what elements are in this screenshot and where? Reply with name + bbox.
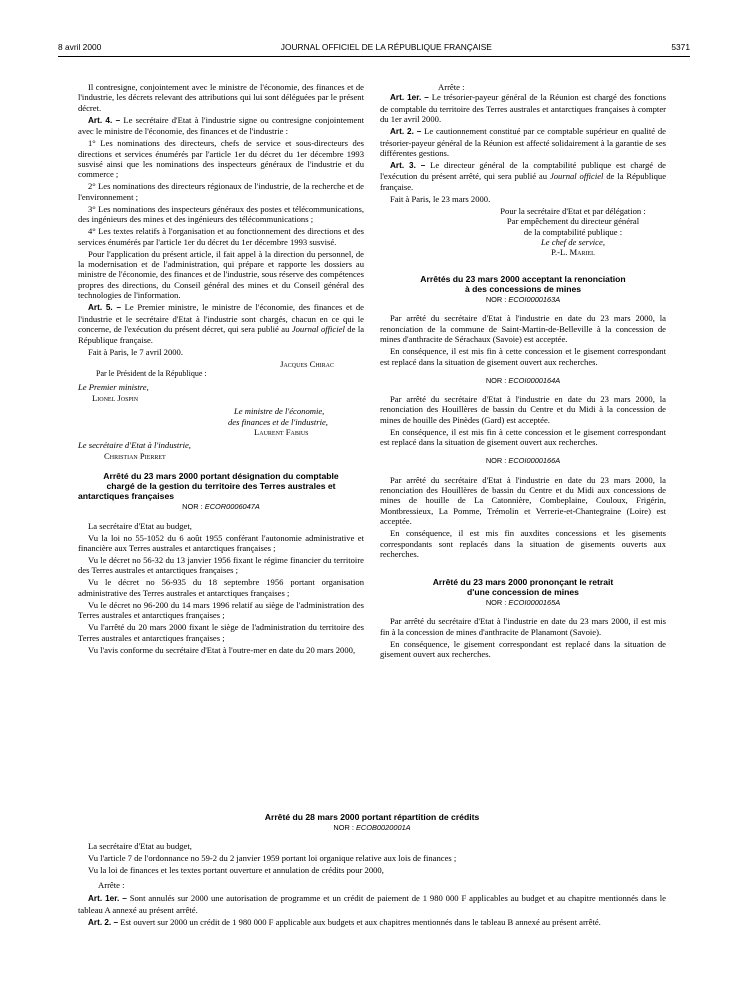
- article-text: Le secrétaire d'Etat à l'industrie signe ou contresigne conjointement avec le ministre de l'économie, des finances et de l'industrie :: [78, 114, 365, 137]
- article-text: Le trésorier-payeur général de la Réunion est chargé des fonctions de comptable du territoire des Terres australes et antarctiques françaises à compter du 1er avril 2000.: [380, 92, 666, 125]
- par-le-president: Par le Président de la République :: [96, 368, 207, 378]
- header-date: 8 avril 2000: [58, 42, 102, 52]
- article-3: [380, 160, 666, 192]
- nor-label: NOR :: [485, 597, 507, 607]
- nor-reference: [380, 598, 666, 608]
- article-5: [78, 302, 364, 345]
- article-text: de la République française.: [78, 324, 365, 345]
- signature-line: Pour la secrétaire d'Etat et par délégation :: [500, 205, 646, 216]
- article-text: Le directeur général de la comptabilité publique est chargé de l'exécution du présent arrêté, qui sera publié au: [380, 160, 666, 182]
- visa-paragraph: Vu la loi de finances et les textes portant ouverture et annulation de crédits pour 2000,: [88, 865, 384, 876]
- nor-id: ECOI0000166A: [508, 456, 561, 466]
- premier-ministre-title: Le Premier ministre,: [78, 382, 149, 393]
- article-label: Art. 1er. –: [390, 93, 429, 103]
- list-item: 4° Les textes relatifs à l'organisation et au fonctionnement des directions et des services énumérés par l'article 1er du décret du 1er décembre 1993 susvisé.: [78, 226, 364, 247]
- left-column: [78, 82, 364, 657]
- nor-reference: [78, 502, 364, 512]
- visa-paragraph: La secrétaire d'Etat au budget,: [88, 520, 192, 531]
- nor-reference: [380, 295, 666, 305]
- nor-reference: [380, 456, 666, 466]
- nor-label: NOR :: [485, 294, 507, 304]
- nor-id: ECOI0000164A: [508, 375, 561, 385]
- signature-title: Le chef de service,: [541, 237, 605, 248]
- article-1: [380, 92, 666, 124]
- visa-paragraph: La secrétaire d'Etat au budget,: [88, 841, 192, 852]
- signature-line: de la comptabilité publique :: [523, 226, 623, 237]
- nor-reference: [380, 376, 666, 386]
- arrete-title-line: Arrêté du 23 mars 2000 portant désignation du comptable: [103, 471, 339, 482]
- section-title-line: d'une concession de mines: [467, 586, 579, 597]
- article-text: Le cautionnement constitué par ce comptable supérieur en qualité de trésorier-payeur général de la Réunion est affecté solidairement à la garantie de ses différentes gestions.: [380, 126, 666, 159]
- header-journal-title: JOURNAL OFFICIEL DE LA RÉPUBLIQUE FRANÇAISE: [280, 42, 492, 52]
- list-item: 1° Les nominations des directeurs, chefs de service et sous-directeurs des directions et services énumérés par l'article 1er du décret du 1er décembre 1993 susvisé ainsi que les nominations des inspecteurs généraux de l'industrie et du commerce ;: [78, 138, 364, 180]
- article-label: Art. 2. –: [88, 917, 119, 927]
- journal-reference: Journal officiel: [549, 171, 604, 182]
- nor-label: NOR :: [485, 375, 507, 385]
- header-page-number: 5371: [671, 42, 690, 52]
- article-label: Art. 1er. –: [88, 894, 127, 904]
- decision-paragraph: En conséquence, il est mis fin à cette concession et le gisement correspondant est replacé dans la situation de gisement ouvert aux recherches.: [380, 346, 666, 367]
- header-rule: [58, 56, 690, 57]
- decision-paragraph: Par arrêté du secrétaire d'Etat à l'industrie en date du 23 mars 2000, la renonciation de la commune de Saint-Martin-de-Belleville à la concession de mines d'anthracite de Sérachaux (Savoie) est acceptée.: [380, 313, 666, 345]
- secretaire-name: Christian Pierret: [104, 450, 166, 461]
- article-text: de la République française.: [380, 171, 667, 192]
- nor-label: NOR :: [182, 502, 203, 512]
- nor-id: ECOR0006047A: [204, 502, 260, 512]
- section-title: Arrêté du 28 mars 2000 portant répartition de crédits: [264, 812, 480, 822]
- journal-reference: Journal officiel: [291, 324, 345, 335]
- article-1: [78, 893, 666, 915]
- nor-id: ECOI0000165A: [508, 597, 561, 607]
- decision-paragraph: Par arrêté du secrétaire d'Etat à l'industrie en date du 23 mars 2000, la renonciation des Houillères de bassin du Centre et du Midi à la concession de mines de houille des Pinèdes (Gard) est acceptée.: [380, 393, 666, 425]
- visa-paragraph: Vu l'arrêté du 20 mars 2000 fixant le siège de l'administration du territoire des Terres australes et antarctiques françaises ;: [78, 622, 364, 643]
- article-text: Est ouvert sur 2000 un crédit de 1 980 000 F applicable aux budgets et aux chapitres mentionnés dans le tableau B annexé au présent arrêté.: [120, 916, 601, 927]
- nor-reference: [78, 823, 666, 833]
- nor-label: NOR :: [333, 823, 354, 832]
- fait-a-paris: Fait à Paris, le 23 mars 2000.: [390, 193, 491, 204]
- ministre-name: Laurent Fabius: [254, 426, 309, 437]
- section-title-line: Arrêté du 23 mars 2000 prononçant le retrait: [432, 576, 614, 587]
- article-label: Art. 2. –: [390, 127, 422, 137]
- arrete-title-line: antarctiques françaises: [78, 491, 175, 502]
- section-title-line: à des concessions de mines: [464, 283, 582, 294]
- nor-id: ECOB0020001A: [355, 823, 411, 832]
- decision-paragraph: En conséquence, il est mis fin à cette concession et le gisement correspondant est replacé dans la situation de gisement ouvert aux recherches.: [380, 426, 666, 448]
- decision-paragraph: En conséquence, il est mis fin auxdites concessions et les gisements correspondants sont replacés dans la situation de gisements ouverts aux recherches.: [380, 528, 666, 559]
- arrete-label: Arrête :: [98, 879, 125, 890]
- visa-paragraph: Vu le décret no 96-200 du 14 mars 1996 relatif au siège de l'administration des Terres australes et antarctiques françaises ;: [78, 599, 364, 621]
- list-item: 3° Les nominations des inspecteurs généraux des postes et télécommunications, des ingénieurs des mines et des ingénieurs des télécommunications ;: [78, 203, 364, 225]
- visa-paragraph: Vu le décret no 56-32 du 13 janvier 1956 fixant le régime financier du territoire des Terres australes et antarctiques françaises ;: [78, 554, 364, 576]
- nor-label: NOR :: [485, 456, 507, 466]
- article-label: Art. 3. –: [390, 161, 426, 171]
- ministre-title: Le ministre de l'économie,: [234, 406, 325, 417]
- visa-paragraph: Vu la loi no 55-1052 du 6 août 1955 conférant l'autonomie administrative et financière aux Terres australes et antarctiques françaises ;: [78, 532, 364, 553]
- article-2: [380, 126, 666, 158]
- article-label: Art. 5. –: [88, 303, 122, 313]
- arrete-label: Arrête :: [438, 82, 465, 92]
- article-text: Le Premier ministre, le ministre de l'économie, des finances et de l'industrie et le secrétaire d'Etat à l'industrie sont chargés, chacun en ce qui le concerne, de l'exécution du présent décret, qui sera publié au: [78, 302, 364, 335]
- ministre-title-2: des finances et de l'industrie,: [228, 416, 328, 427]
- nor-id: ECOI0000163A: [508, 294, 561, 304]
- article-2: [78, 917, 666, 928]
- premier-ministre-name: Lionel Jospin: [92, 392, 139, 403]
- article-4: [78, 115, 364, 137]
- decision-paragraph: Par arrêté du secrétaire d'Etat à l'industrie en date du 23 mars 2000, il est mis fin à la concession de mines d'anthracite de Planamont (Savoie).: [380, 616, 666, 637]
- visa-paragraph: Vu le décret no 56-935 du 18 septembre 1956 portant organisation administrative des Terres australes et antarctiques françaises ;: [78, 577, 364, 598]
- article-label: Art. 4. –: [88, 115, 121, 125]
- signature-president: Jacques Chirac: [280, 358, 334, 369]
- decision-paragraph: En conséquence, le gisement correspondant est replacé dans la situation de gisement ouvert aux recherches.: [380, 638, 666, 660]
- right-column: [380, 82, 666, 661]
- arrete-title-line: chargé de la gestion du territoire des Terres australes et: [106, 481, 336, 492]
- signature-name: P.-L. Mariel: [551, 247, 595, 258]
- decision-paragraph: Par arrêté du secrétaire d'Etat à l'industrie en date du 23 mars 2000, la renonciation des Houillères de bassin du Centre et du Midi aux concessions de mines de houille de La Catonnière, Combeplaine, Couloux, Frigérin, Montbressieux, La Pomme, Trémolin et Verrerie-et-Chantegraine (Loire) est acceptée.: [380, 474, 666, 527]
- fait-a-paris: Fait à Paris, le 7 avril 2000.: [88, 346, 183, 357]
- visa-paragraph: Vu l'avis conforme du secrétaire d'Etat à l'outre-mer en date du 20 mars 2000,: [88, 644, 356, 655]
- bottom-section: [78, 812, 666, 930]
- signature-line: Par empêchement du directeur général: [506, 216, 640, 227]
- paragraph-contresigne: Il contresigne, conjointement avec le ministre de l'économie, des finances et de l'industrie, les décrets relevant des attributions qui lui sont déléguées par le présent décret.: [78, 82, 364, 113]
- paragraph-application: Pour l'application du présent article, il fait appel à la direction du personnel, de la modernisation et de l'administration, qui prépare et rapporte les dossiers au ministre de l'économie, des finances et de l'industrie, sous réserve des compétences propres des directions, du Conseil général des mines et du Conseil général des technologies de l'information.: [78, 248, 364, 301]
- visa-paragraph: Vu l'article 7 de l'ordonnance no 59-2 du 2 janvier 1959 portant loi organique relative aux lois de finances ;: [88, 853, 457, 864]
- article-text: Sont annulés sur 2000 une autorisation de programme et un crédit de paiement de 1 980 000 F applicables au budget et au chapitre mentionnés dans le tableau A annexé au présent arrêté.: [78, 893, 666, 915]
- secretaire-title: Le secrétaire d'Etat à l'industrie,: [78, 440, 191, 451]
- section-title-line: Arrêtés du 23 mars 2000 acceptant la renonciation: [420, 273, 626, 284]
- list-item: 2° Les nominations des directeurs régionaux de l'industrie, de la recherche et de l'environnement ;: [78, 181, 364, 202]
